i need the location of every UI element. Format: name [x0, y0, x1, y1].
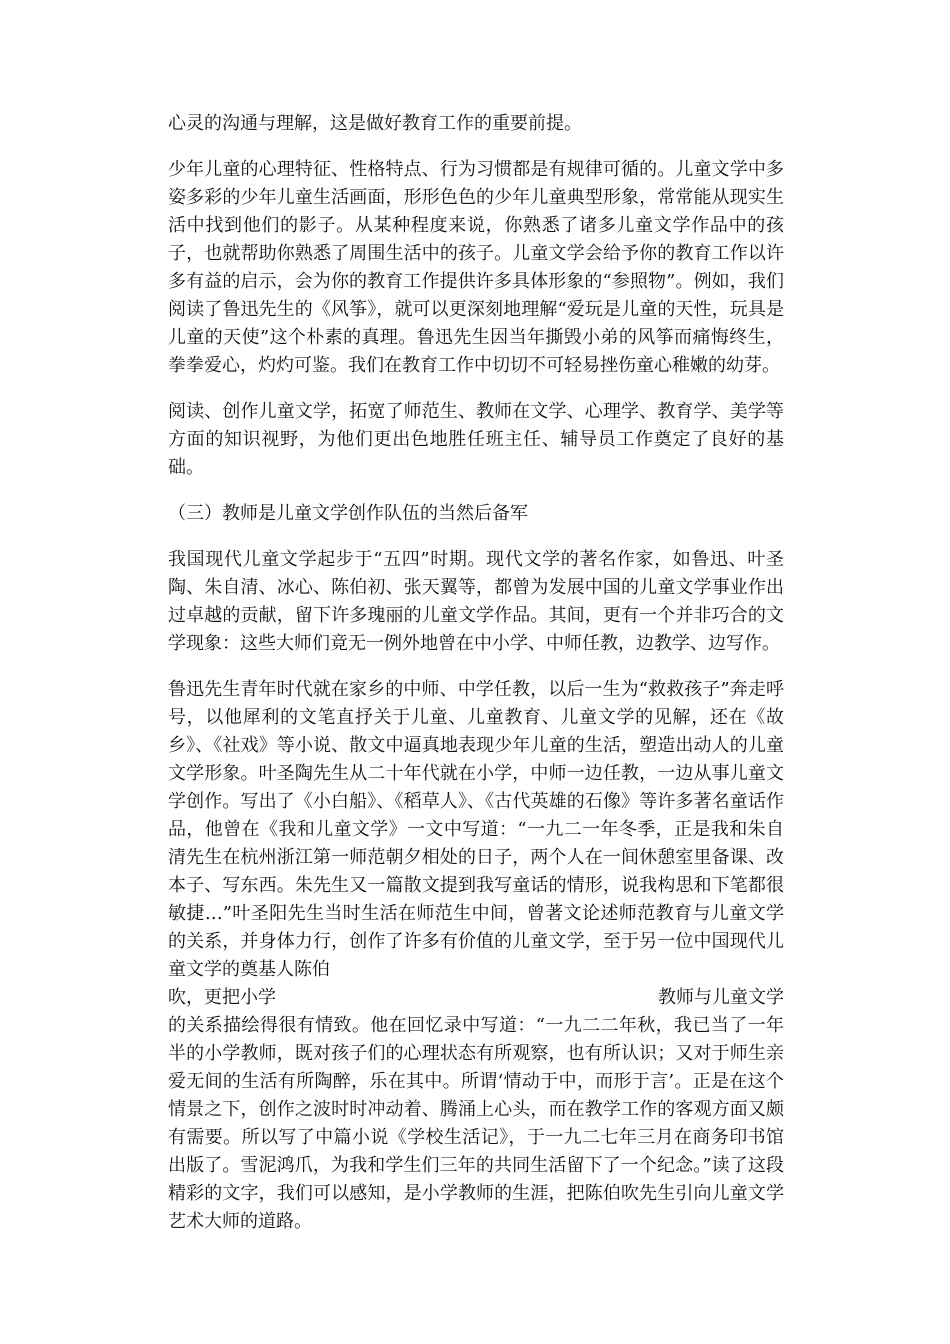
gap-line-right: 教师与儿童文学	[658, 987, 784, 1008]
document-page	[168, 110, 784, 1254]
section-heading: （三）教师是儿童文学创作队伍的当然后备军	[168, 503, 528, 524]
paragraph-5-gap-line	[168, 984, 784, 1012]
paragraph-5-part-a: 鲁迅先生青年时代就在家乡的中师、中学任教，以后一生为“救救孩子”奔走呼号，以他犀利的文笔直抒关于儿童、儿童教育、儿童文学的见解，还在《故乡》、《社戏》等小说、散文中逼真地表现少年儿童的生活，塑造出动人的儿童文学形象。叶圣陶先生从二十年代就在小学，中师一边任教，一边从事儿童文学创作。写出了《小白船》、《稻草人》、《古代英雄的石像》等许多著名童话作品，他曾在《我和儿童文学》一文中写道：“一九二一年冬季，正是我和朱自清先生在杭州浙江第一师范朝夕相处的日子，两个人在一间休憩室里备课、改本子、写东西。朱先生又一篇散文提到我写童话的情形，说我构思和下笔都很敏捷…”叶圣阳先生当时生活在师范生中间，曾著文论述师范教育与儿童文学的关系，并身体力行，创作了许多有价值的儿童文学，至于另一位中国现代儿童文学的奠基人陈伯	[168, 679, 784, 980]
paragraph-5-part-b: 的关系描绘得很有情致。他在回忆录中写道：“一九二二年秋，我已当了一年半的小学教师，既对孩子们的心理状态有所观察，也有所认识；又对于师生亲爱无间的生活有所陶醉，乐在其中。所谓‘情动于中，而形于言’。正是在这个情景之下，创作之波时时冲动着、腾涌上心头，而在教学工作的客观方面又颇有需要。所以写了中篇小说《学校生活记》，于一九二七年三月在商务印书馆出版了。雪泥鸿爪，为我和学生们三年的共同生活留下了一个纪念。”读了这段精彩的文字，我们可以感知，是小学教师的生涯，把陈伯吹先生引向儿童文学艺术大师的道路。	[168, 1015, 784, 1232]
paragraph-2: 少年儿童的心理特征、性格特点、行为习惯都是有规律可循的。儿童文学中多姿多彩的少年儿童生活画面，形形色色的少年儿童典型形象，常常能从现实生活中找到他们的影子。从某种程度来说，你熟悉了诸多儿童文学作品中的孩子，也就帮助你熟悉了周围生活中的孩子。儿童文学会给予你的教育工作以许多有益的启示，会为你的教育工作提供许多具体形象的“参照物”。例如，我们阅读了鲁迅先生的《风筝》，就可以更深刻地理解“爱玩是儿童的天性，玩具是儿童的天使”这个朴素的真理。鲁迅先生因当年撕毁小弟的风筝而痛悔终生，拳拳爱心，灼灼可鉴。我们在教育工作中切切不可轻易挫伤童心稚嫩的幼芽。	[168, 159, 784, 376]
gap-line-left: 吹，更把小学	[168, 987, 276, 1008]
paragraph-4: 我国现代儿童文学起步于“五四”时期。现代文学的著名作家，如鲁迅、叶圣陶、朱自清、冰心、陈伯初、张天翼等，都曾为发展中国的儿童文学事业作出过卓越的贡献，留下许多瑰丽的儿童文学作品。其间，更有一个并非巧合的文学现象：这些大师们竟无一例外地曾在中小学、中师任教，边教学、边写作。	[168, 549, 784, 654]
paragraph-1: 心灵的沟通与理解，这是做好教育工作的重要前提。	[168, 113, 582, 134]
paragraph-5	[168, 676, 784, 1236]
paragraph-3: 阅读、创作儿童文学，拓宽了师范生、教师在文学、心理学、教育学、美学等方面的知识视野，为他们更出色地胜任班主任、辅导员工作奠定了良好的基础。	[168, 401, 784, 478]
